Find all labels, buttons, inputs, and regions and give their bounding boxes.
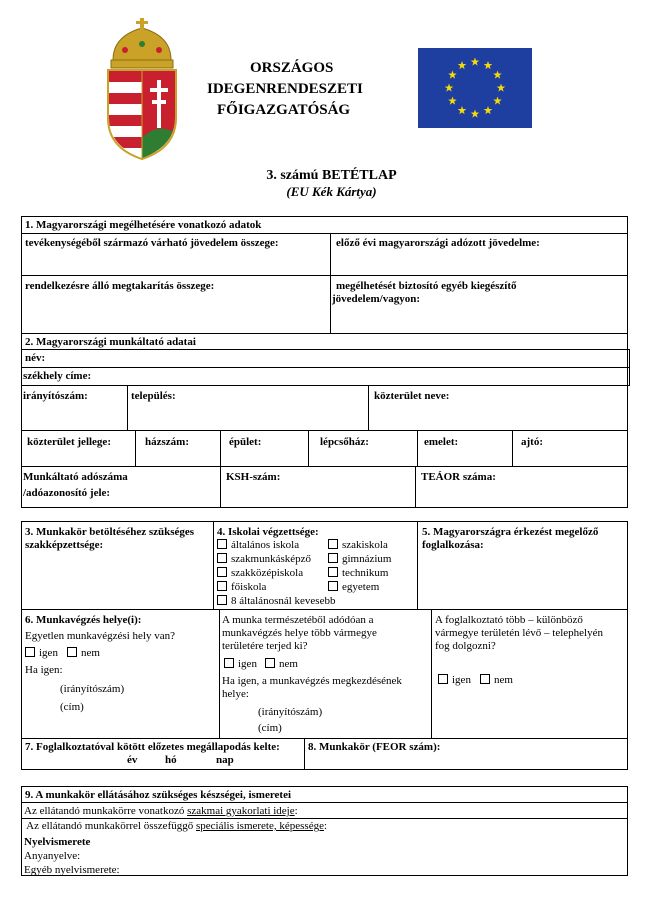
multi-county-yes[interactable]: igen <box>224 658 257 671</box>
checkbox[interactable] <box>217 553 227 563</box>
practice-field[interactable]: Az ellátandó munkakörre vonatkozó szakmai gyakorlati ideje: <box>24 805 298 817</box>
multi-site-yes[interactable]: igen <box>438 674 471 687</box>
street-type-field[interactable]: közterület jellege: <box>27 436 111 448</box>
if-yes-label: Ha igen: <box>25 664 63 676</box>
start-place-line2: helye: <box>222 688 249 700</box>
single-place-yes[interactable]: igen <box>25 647 58 660</box>
single-place-no[interactable]: nem <box>67 647 100 660</box>
income-field[interactable]: tevékenységéből származó várható jövedelem összege: <box>25 237 279 249</box>
other-income-line1[interactable]: megélhetését biztosító egyéb kiegészítő <box>336 280 517 292</box>
zip-field[interactable]: irányítószám: <box>23 390 88 402</box>
edu-option[interactable]: főiskola <box>217 581 266 594</box>
street-field[interactable]: közterület neve: <box>374 390 450 402</box>
start-address-label[interactable]: (cím) <box>258 722 282 734</box>
start-place-line1: Ha igen, a munkavégzés megkezdésének <box>222 675 402 687</box>
edu-option[interactable]: szakközépiskola <box>217 567 303 580</box>
prev-income-field[interactable]: előző évi magyarországi adózott jövedelme: <box>336 237 540 249</box>
section-3-8-box <box>21 521 628 770</box>
savings-field[interactable]: rendelkezésre álló megtakarítás összege: <box>25 280 215 292</box>
section-6-heading: 6. Munkavégzés helye(i): <box>25 614 142 626</box>
checkbox[interactable] <box>328 553 338 563</box>
date-day-label: nap <box>216 754 234 766</box>
teaor-field[interactable]: TEÁOR száma: <box>421 471 496 483</box>
employer-name-field[interactable]: név: <box>25 352 46 364</box>
checkbox[interactable] <box>25 647 35 657</box>
date-year-label: év <box>127 754 138 766</box>
special-skills-field[interactable]: Az ellátandó munkakörrel összefüggő speciális ismerete, képessége: <box>24 820 328 832</box>
checkbox[interactable] <box>328 539 338 549</box>
place-address-label[interactable]: (cím) <box>60 701 84 713</box>
multi-county-q2: munkavégzés helye több vármegye <box>222 627 377 639</box>
eu-flag-icon <box>418 48 532 128</box>
staircase-field[interactable]: lépcsőház: <box>320 436 369 448</box>
multi-site-q3: fog dolgozni? <box>435 640 496 652</box>
checkbox[interactable] <box>265 658 275 668</box>
section-5-line2[interactable]: foglalkozása: <box>422 539 484 551</box>
multi-county-q3: területére terjed ki? <box>222 640 308 652</box>
checkbox[interactable] <box>224 658 234 668</box>
other-languages-field[interactable]: Egyéb nyelvismerete: <box>24 864 120 876</box>
section-5-line1[interactable]: 5. Magyarországra érkezést megelőző <box>422 526 599 538</box>
edu-option[interactable]: gimnázium <box>328 553 392 566</box>
start-zip-label[interactable]: (irányítószám) <box>258 706 323 718</box>
date-month-label: hó <box>165 754 177 766</box>
edu-option[interactable]: szakiskola <box>328 539 388 552</box>
single-place-question: Egyetlen munkavégzési hely van? <box>25 630 175 642</box>
checkbox[interactable] <box>217 581 227 591</box>
mother-tongue-field[interactable]: Anyanyelve: <box>24 850 81 862</box>
page-title: 3. számú BETÉTLAP <box>266 168 397 183</box>
languages-heading: Nyelvismerete <box>24 836 91 848</box>
place-zip-label[interactable]: (irányítószám) <box>60 683 125 695</box>
checkbox[interactable] <box>480 674 490 684</box>
section-2-heading: 2. Magyarországi munkáltató adatai <box>25 336 196 348</box>
section-3-line2[interactable]: szakképzettsége: <box>25 539 104 551</box>
employer-seat-field[interactable]: székhely címe: <box>23 370 92 382</box>
floor-field[interactable]: emelet: <box>424 436 459 448</box>
checkbox[interactable] <box>217 567 227 577</box>
employer-tax-line2[interactable]: /adóazonosító jele: <box>23 487 111 499</box>
org-name-line1: ORSZÁGOS <box>250 60 334 76</box>
checkbox[interactable] <box>328 581 338 591</box>
checkbox[interactable] <box>438 674 448 684</box>
coat-of-arms-icon <box>103 18 181 160</box>
page-subtitle: (EU Kék Kártya) <box>286 184 377 199</box>
ksh-field[interactable]: KSH-szám: <box>226 471 281 483</box>
door-field[interactable]: ajtó: <box>521 436 543 448</box>
checkbox[interactable] <box>328 567 338 577</box>
edu-option[interactable]: 8 általánosnál kevesebb <box>217 595 335 608</box>
org-name-line3: FŐIGAZGATÓSÁG <box>217 102 351 118</box>
city-field[interactable]: település: <box>131 390 176 402</box>
section-9-heading: 9. A munkakör ellátásához szükséges készségei, ismeretei <box>25 789 292 801</box>
multi-site-q2: vármegye területén lévő – telephelyén <box>435 627 603 639</box>
checkbox[interactable] <box>217 539 227 549</box>
multi-county-q1: A munka természetéből adódóan a <box>222 614 374 626</box>
other-income-line2[interactable]: jövedelem/vagyon: <box>332 293 420 305</box>
checkbox[interactable] <box>67 647 77 657</box>
section-3-line1[interactable]: 3. Munkakör betöltéséhez szükséges <box>25 526 195 538</box>
org-name-line2: IDEGENRENDESZETI <box>207 81 363 97</box>
section-7-heading[interactable]: 7. Foglalkoztatóval kötött előzetes megállapodás kelte: <box>25 741 280 753</box>
edu-option[interactable]: technikum <box>328 567 388 580</box>
section-8-heading[interactable]: 8. Munkakör (FEOR szám): <box>308 741 441 753</box>
section-4-heading: 4. Iskolai végzettsége: <box>217 526 319 538</box>
multi-site-q1: A foglalkoztató több – különböző <box>435 614 583 626</box>
edu-option[interactable]: általános iskola <box>217 539 299 552</box>
building-field[interactable]: épület: <box>229 436 262 448</box>
employer-tax-line1[interactable]: Munkáltató adószáma <box>23 471 128 483</box>
section-1-heading: 1. Magyarországi megélhetésére vonatkozó adatok <box>25 219 262 231</box>
house-no-field[interactable]: házszám: <box>145 436 189 448</box>
multi-site-no[interactable]: nem <box>480 674 513 687</box>
edu-option[interactable]: szakmunkásképző <box>217 553 311 566</box>
checkbox[interactable] <box>217 595 227 605</box>
multi-county-no[interactable]: nem <box>265 658 298 671</box>
edu-option[interactable]: egyetem <box>328 581 379 594</box>
